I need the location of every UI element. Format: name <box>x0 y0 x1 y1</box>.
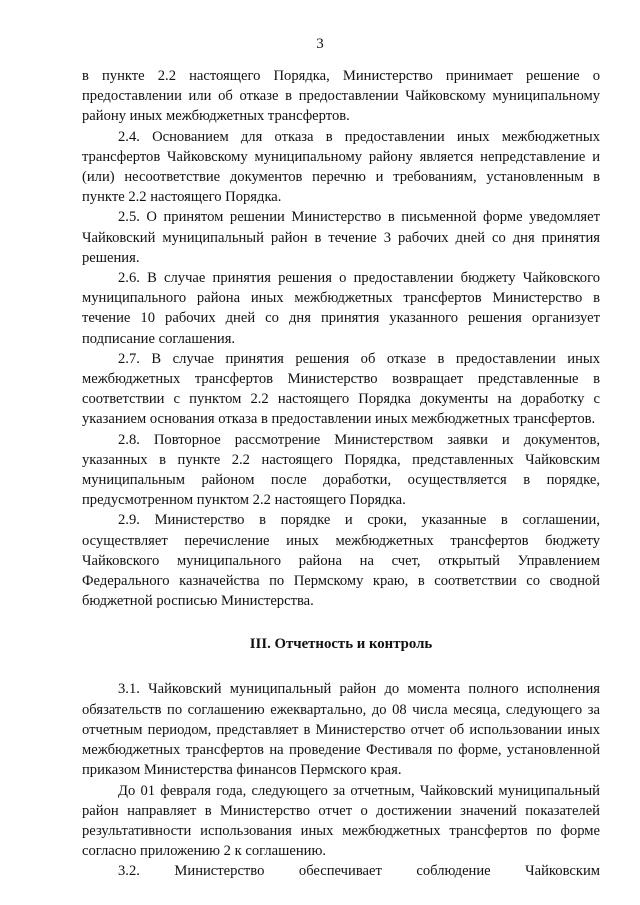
paragraph-2-4: 2.4. Основанием для отказа в предоставлении иных межбюджетных трансфертов Чайковскому муниципальному району является непредставление и (или) несоответствие документов перечню и требованиям, установленным в пункте 2.2 настоящего Порядка. <box>82 128 600 206</box>
section-title: III. Отчетность и контроль <box>249 636 433 653</box>
section-three <box>82 679 600 881</box>
paragraph-3-1: 3.1. Чайковский муниципальный район до момента полного исполнения обязательств по соглашению ежеквартально, до 08 числа месяца, следующего за отчетным периодом, представляет в Министерство отчет об использовании иных межбюджетных трансфертов на проведение Фестиваля по форме, установленной приказом Министерства финансов Пермского края. <box>82 681 600 779</box>
document-body <box>82 66 600 882</box>
paragraph-3-1-continued: До 01 февраля года, следующего за отчетным, Чайковский муниципальный район направляет в Министерство отчет о достижении значений показателей результативности использования иных межбюджетных трансфертов по форме согласно приложению 2 к соглашению. <box>82 782 600 860</box>
paragraph-2-8: 2.8. Повторное рассмотрение Министерством заявки и документов, указанных в пункте 2.2 настоящего Порядка, представленных Чайковским муниципальным районом после доработки, осуществляется в порядке, предусмотренном пунктом 2.2 настоящего Порядка. <box>82 431 600 509</box>
paragraph-continuation: в пункте 2.2 настоящего Порядка, Министерство принимает решение о предоставлении или об отказе в предоставлении Чайковскому муниципальному району иных межбюджетных трансфертов. <box>82 68 600 125</box>
paragraph-2-6: 2.6. В случае принятия решения о предоставлении бюджету Чайковского муниципального района иных межбюджетных трансфертов Министерство в течение 10 рабочих дней со дня принятия указанного решения организует подписание соглашения. <box>82 270 600 347</box>
paragraph-3-2: 3.2. Министерство обеспечивает соблюдение Чайковским <box>118 863 600 880</box>
paragraph-2-9: 2.9. Министерство в порядке и сроки, указанные в соглашении, осуществляет перечисление иных межбюджетных трансфертов бюджету Чайковского муниципального района на счет, открытый Управлением Федерального казначейства по Пермскому краю, в соответствии со сводной бюджетной росписью Министерства. <box>82 512 600 610</box>
page-number: 3 <box>316 36 324 52</box>
paragraph-2-7: 2.7. В случае принятия решения об отказе в предоставлении иных межбюджетных трансфертов Министерство возвращает представленные в соответствии с пунктом 2.2 настоящего Порядка документы на доработку с указанием основания отказа в предоставлении иных межбюджетных трансфертов. <box>82 350 600 428</box>
section-two-continuation <box>82 66 600 611</box>
paragraph-2-5: 2.5. О принятом решении Министерство в письменной форме уведомляет Чайковский муниципальный район в течение 3 рабочих дней со дня принятия решения. <box>82 209 600 266</box>
